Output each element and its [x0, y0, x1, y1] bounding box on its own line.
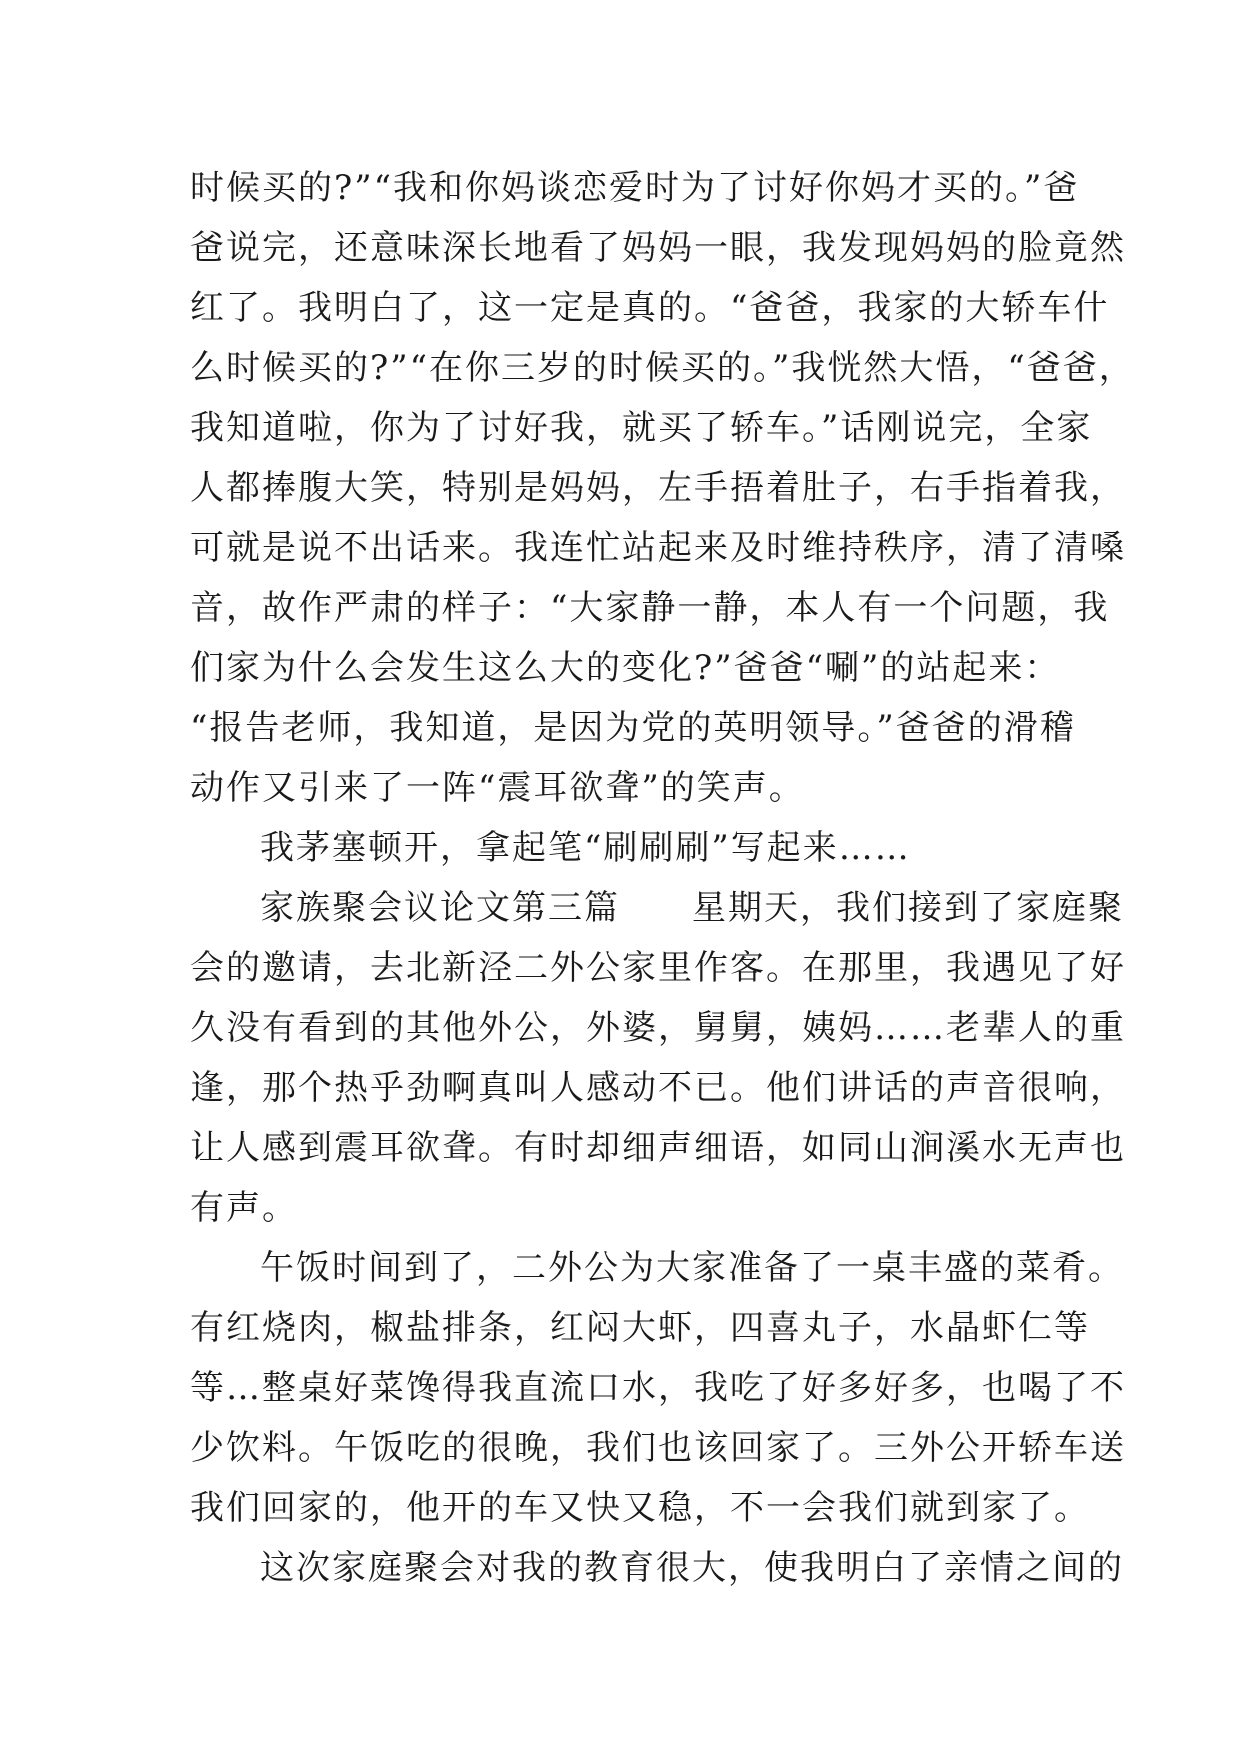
text-line: 等…整桌好菜馋得我直流口水，我吃了好多好多，也喝了不 [190, 1368, 1126, 1408]
text-line: 红了。我明白了，这一定是真的。“爸爸，我家的大轿车什 [190, 288, 1110, 328]
text-line: 们家为什么会发生这么大的变化?”爸爸“唰”的站起来： [190, 648, 1061, 688]
text-line: 人都捧腹大笑，特别是妈妈，左手捂着肚子，右手指着我， [190, 468, 1126, 508]
body-text [190, 158, 1135, 1598]
text-line: 有红烧肉，椒盐排条，红闷大虾，四喜丸子，水晶虾仁等 [190, 1308, 1090, 1348]
text-line: 家族聚会议论文第三篇 星期天，我们接到了家庭聚 [260, 888, 1124, 928]
text-line: 会的邀请，去北新泾二外公家里作客。在那里，我遇见了好 [190, 948, 1126, 988]
text-line: 可就是说不出话来。我连忙站起来及时维持秩序，清了清嗓 [190, 528, 1126, 568]
text-line: 么时候买的?”“在你三岁的时候买的。”我恍然大悟，“爸爸， [190, 348, 1135, 388]
text-line: 少饮料。午饭吃的很晚，我们也该回家了。三外公开轿车送 [190, 1428, 1126, 1468]
text-line: 我知道啦，你为了讨好我，就买了轿车。”话刚说完，全家 [190, 408, 1093, 448]
text-line: 时候买的?”“我和你妈谈恋爱时为了讨好你妈才买的。”爸 [190, 168, 1080, 208]
text-line: 我茅塞顿开，拿起笔“刷刷刷”写起来…… [260, 828, 911, 868]
text-line: 爸说完，还意味深长地看了妈妈一眼，我发现妈妈的脸竟然 [190, 228, 1126, 268]
text-line: 我们回家的，他开的车又快又稳，不一会我们就到家了。 [190, 1488, 1090, 1528]
text-line: 这次家庭聚会对我的教育很大，使我明白了亲情之间的 [260, 1548, 1124, 1588]
text-line: “报告老师，我知道，是因为党的英明领导。”爸爸的滑稽 [190, 708, 1076, 748]
text-line: 久没有看到的其他外公，外婆，舅舅，姨妈……老辈人的重 [190, 1008, 1126, 1048]
text-line: 逢，那个热乎劲啊真叫人感动不已。他们讲话的声音很响， [190, 1068, 1126, 1108]
text-line: 动作又引来了一阵“震耳欲聋”的笑声。 [190, 768, 805, 808]
text-line: 让人感到震耳欲聋。有时却细声细语，如同山涧溪水无声也 [190, 1128, 1126, 1168]
text-line: 音，故作严肃的样子：“大家静一静，本人有一个问题，我 [190, 588, 1110, 628]
text-line: 午饭时间到了，二外公为大家准备了一桌丰盛的菜肴。 [260, 1248, 1124, 1288]
text-line: 有声。 [190, 1188, 298, 1228]
